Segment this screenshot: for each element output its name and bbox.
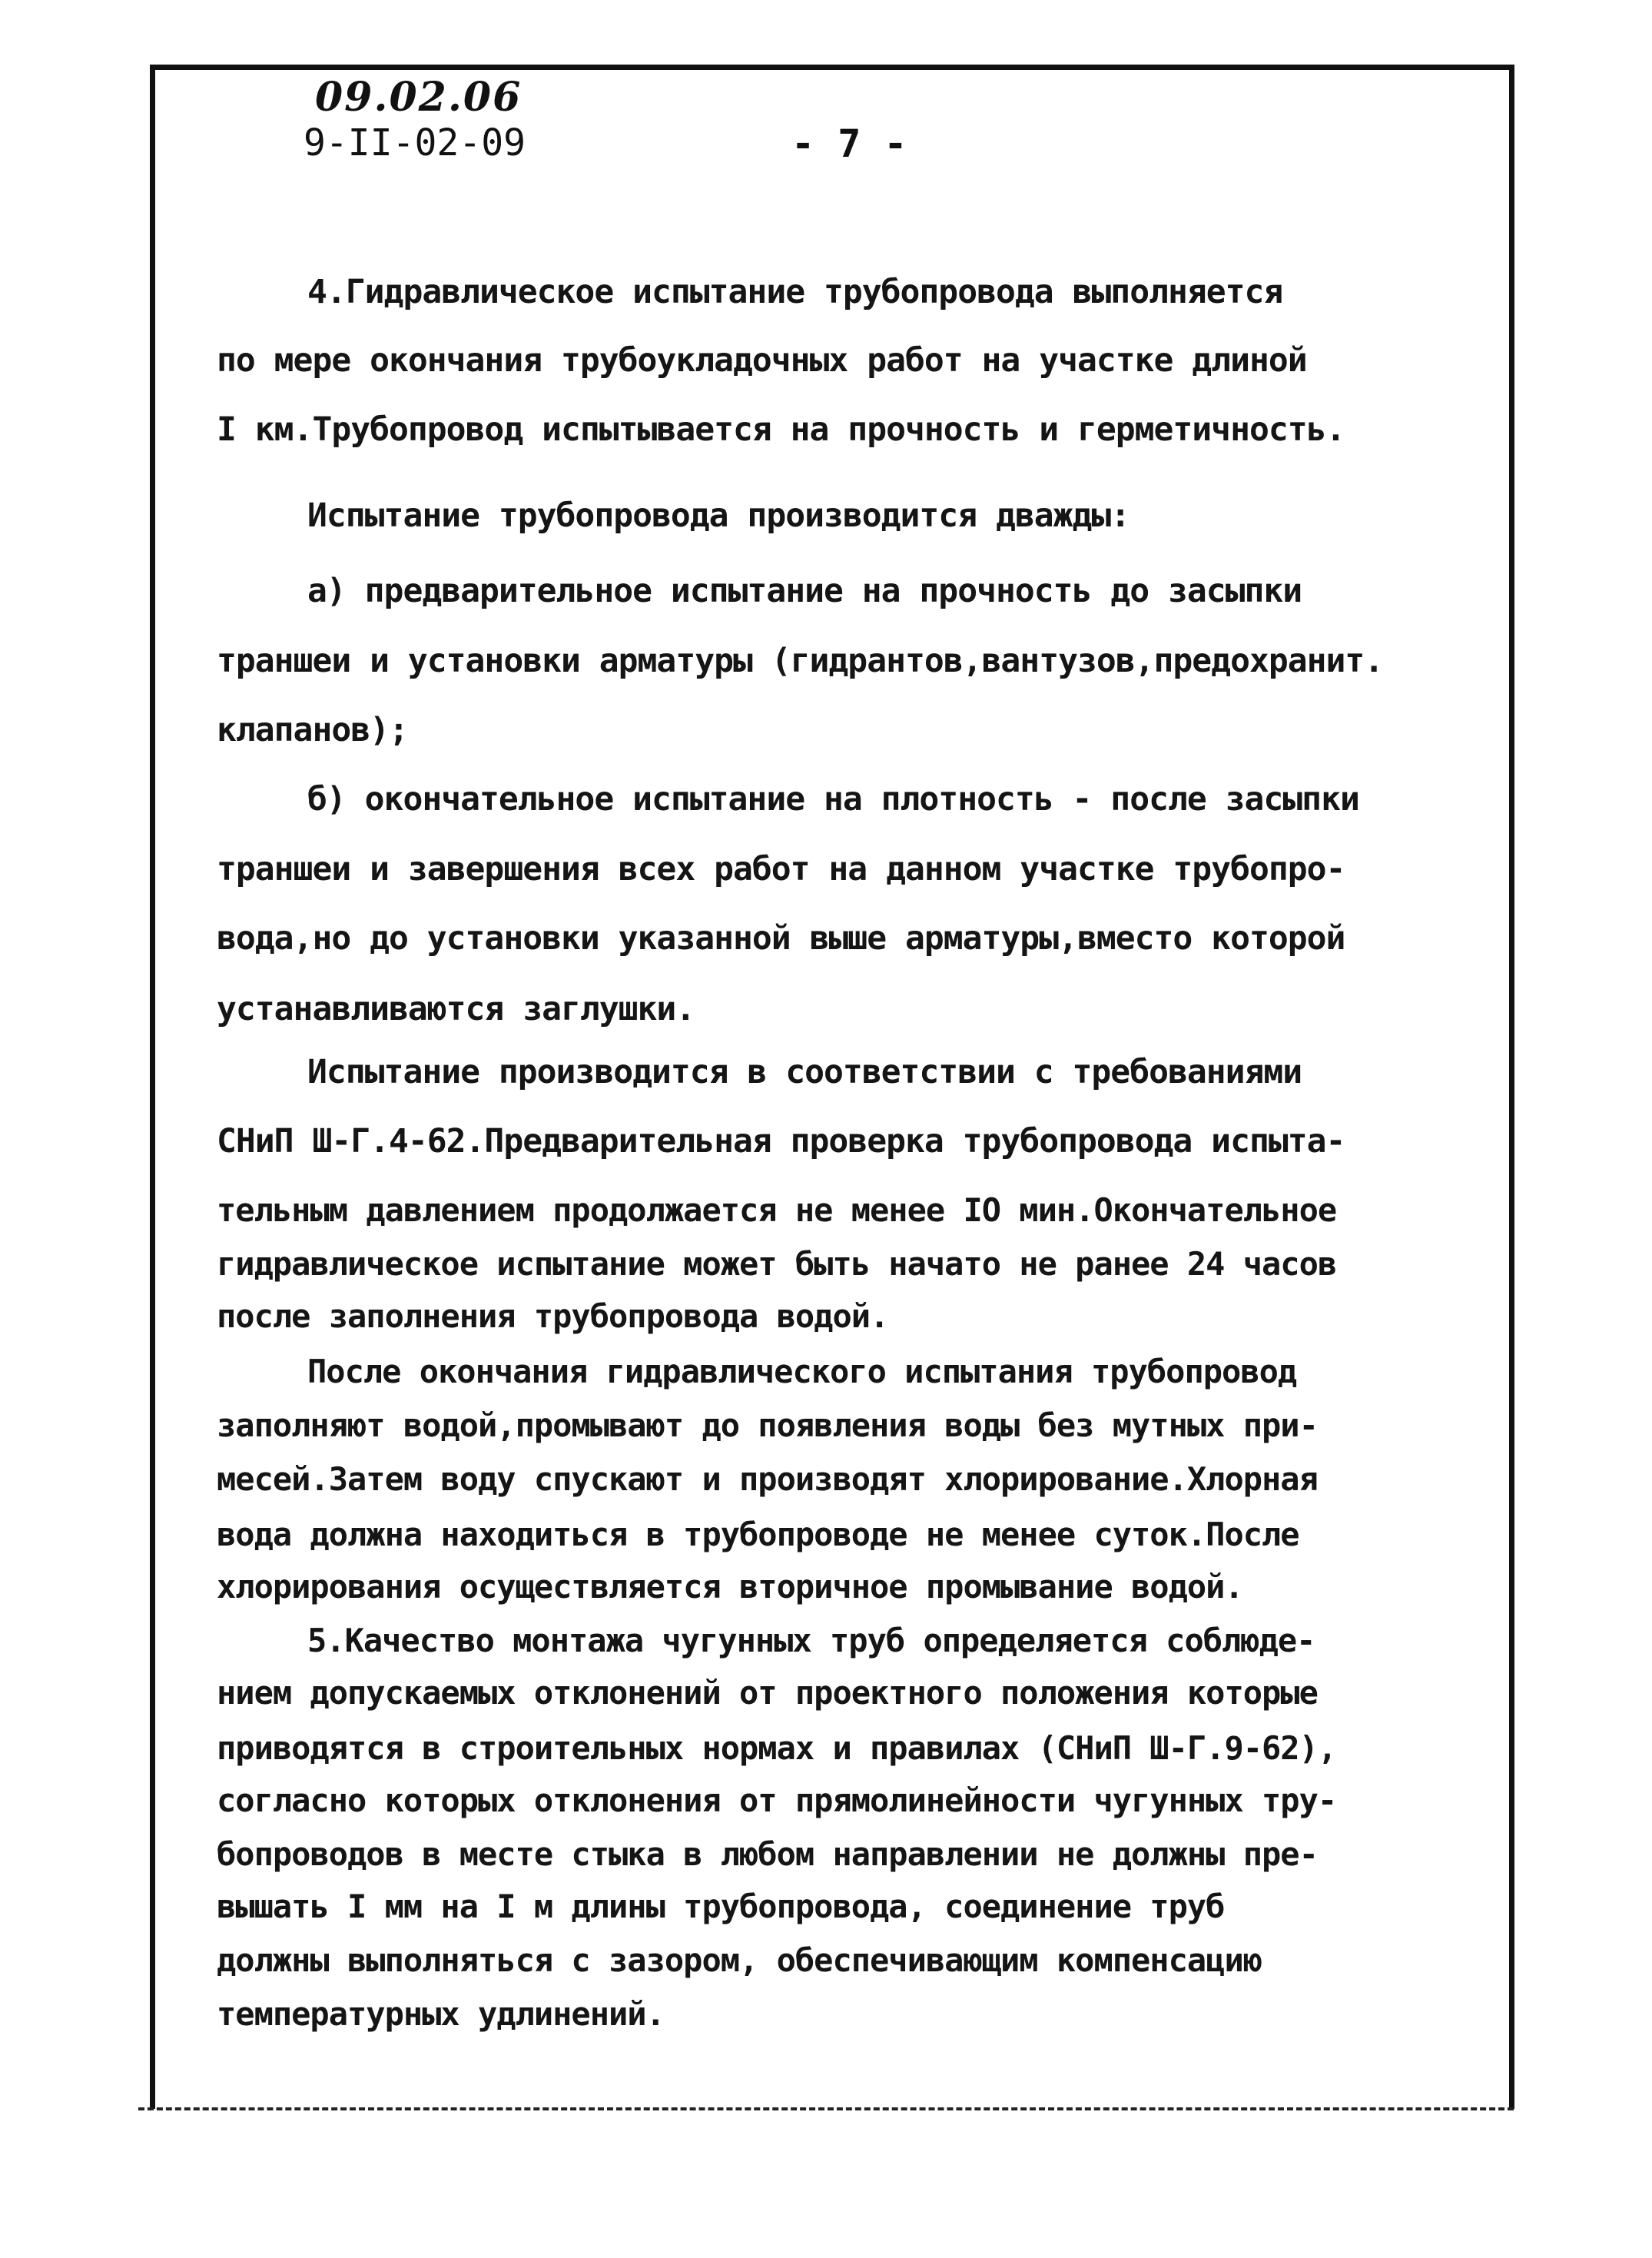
text-line: СНиП Ш-Г.4-62.Предварительная проверка трубопровода испыта- bbox=[217, 1122, 1345, 1161]
text-line: по мере окончания трубоукладочных работ на участке длиной bbox=[217, 341, 1307, 380]
text-line: гидравлическое испытание может быть начато не ранее 24 часов bbox=[217, 1245, 1337, 1283]
text-line: вода должна находиться в трубопроводе не менее суток.После bbox=[217, 1516, 1299, 1553]
text-line: траншеи и установки арматуры (гидрантов,вантузов,предохранит. bbox=[217, 642, 1384, 680]
text-line: I км.Трубопровод испытывается на прочность и герметичность. bbox=[217, 410, 1345, 449]
text-line: б) окончательное испытание на плотность - после засыпки bbox=[307, 780, 1359, 819]
text-line: траншеи и завершения всех работ на данном участке трубопро- bbox=[217, 850, 1345, 888]
text-line: температурных удлинений. bbox=[217, 1995, 665, 2033]
text-line: приводятся в строительных нормах и правилах (СНиП Ш-Г.9-62), bbox=[217, 1729, 1337, 1767]
text-line: бопроводов в месте стыка в любом направлении не должны пре- bbox=[217, 1835, 1318, 1873]
text-line: заполняют водой,промывают до появления воды без мутных при- bbox=[217, 1406, 1318, 1444]
text-line: а) предварительное испытание на прочность до засыпки bbox=[307, 572, 1302, 610]
text-line: 5.Качество монтажа чугунных труб определяется соблюде- bbox=[307, 1622, 1315, 1659]
text-line: тельным давлением продолжается не менее IO мин.Окончательное bbox=[217, 1191, 1337, 1229]
text-line: согласно которых отклонения от прямолинейности чугунных тру- bbox=[217, 1781, 1337, 1819]
text-line: Испытание трубопровода производится дважды: bbox=[307, 496, 1130, 535]
bottom-border-line bbox=[138, 2107, 1514, 2110]
handwritten-date: 09.02.06 bbox=[315, 74, 522, 121]
text-line: вышать I мм на I м длины трубопровода, соединение труб bbox=[217, 1888, 1225, 1925]
text-line: устанавливаются заглушки. bbox=[217, 990, 695, 1028]
document-code: 9-II-02-09 bbox=[304, 121, 526, 164]
text-line: хлорирования осуществляется вторичное промывание водой. bbox=[217, 1568, 1243, 1606]
text-line: После окончания гидравлического испытания трубопровод bbox=[307, 1353, 1297, 1390]
text-line: месей.Затем воду спускают и производят хлорирование.Хлорная bbox=[217, 1460, 1318, 1498]
text-line: после заполнения трубопровода водой. bbox=[217, 1297, 889, 1335]
text-line: Испытание производится в соответствии с требованиями bbox=[307, 1053, 1302, 1091]
text-line: вода,но до установки указанной выше арматуры,вместо которой bbox=[217, 919, 1345, 958]
text-line: нием допускаемых отклонений от проектного положения которые bbox=[217, 1674, 1318, 1712]
page-number: - 7 - bbox=[791, 121, 907, 166]
text-line: 4.Гидравлическое испытание трубопровода выполняется bbox=[307, 273, 1283, 311]
text-line: клапанов); bbox=[217, 711, 408, 749]
text-line: должны выполняться с зазором, обеспечивающим компенсацию bbox=[217, 1941, 1262, 1979]
